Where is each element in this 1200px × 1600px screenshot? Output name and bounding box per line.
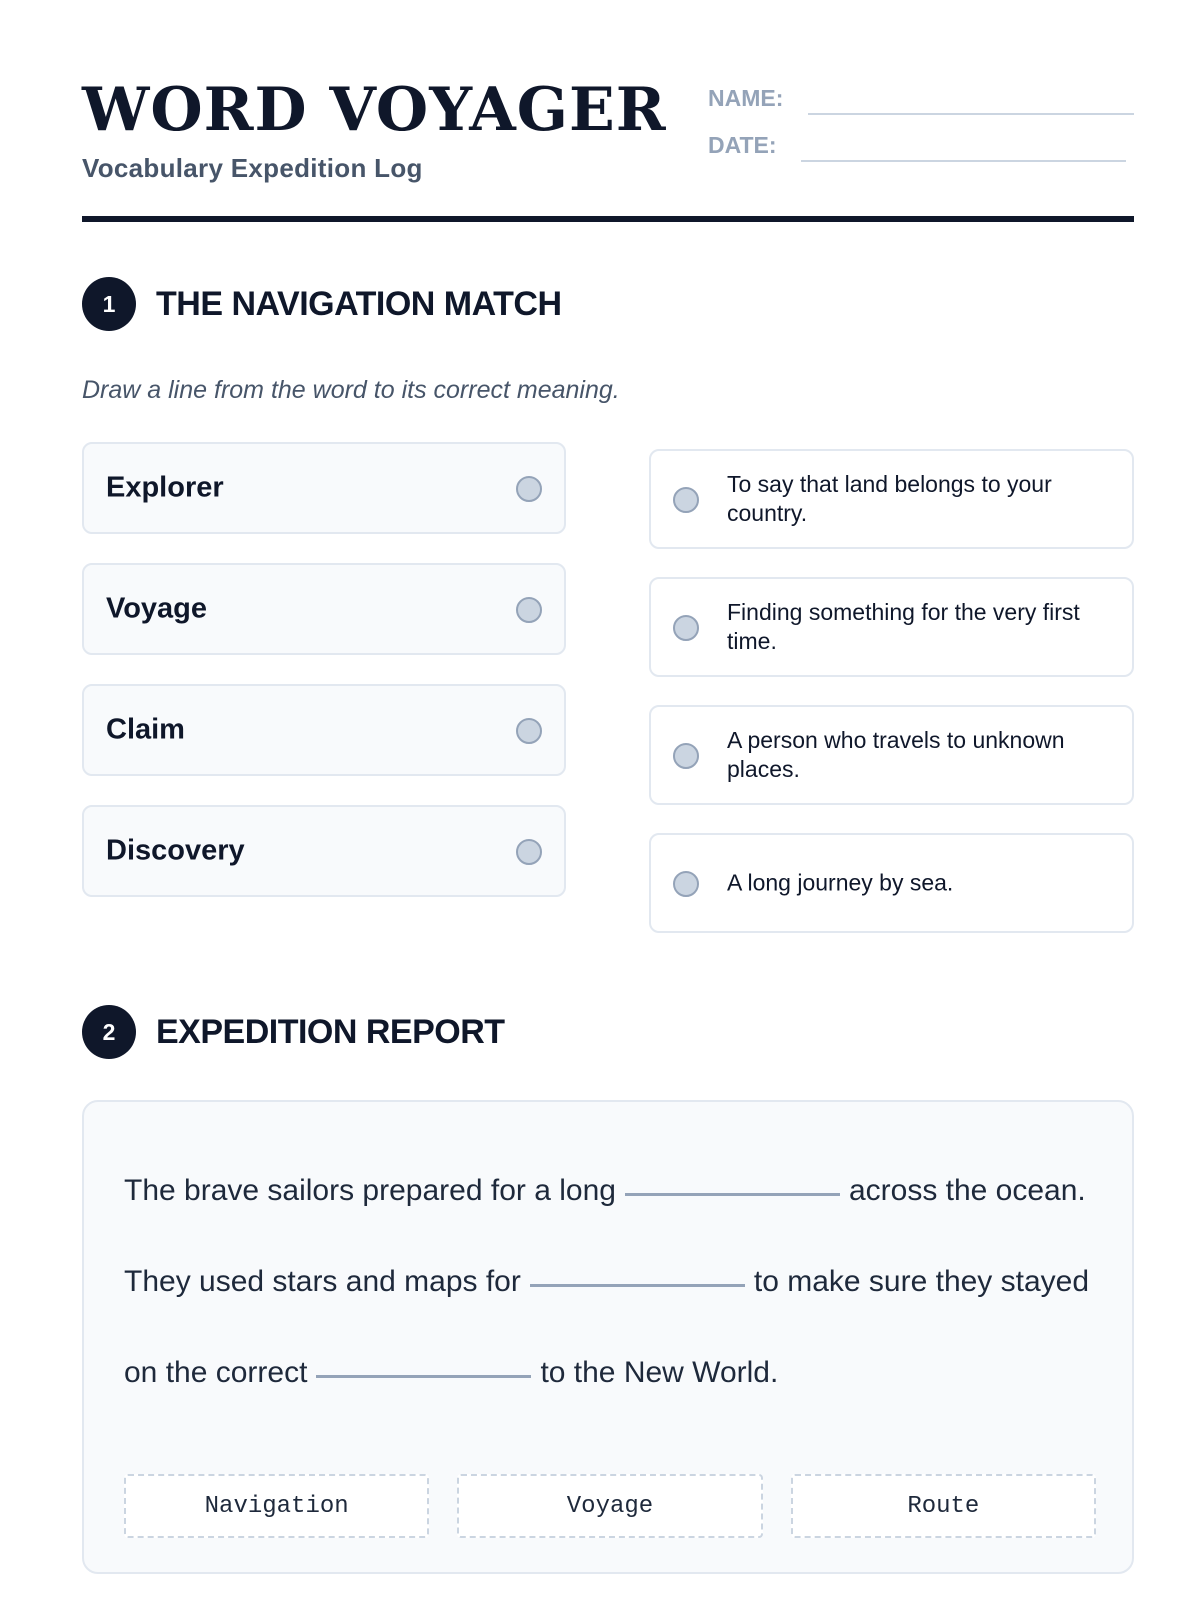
- word-card-discovery[interactable]: [82, 805, 566, 897]
- word-label: Voyage: [106, 592, 208, 625]
- report-line-3: [124, 1356, 778, 1390]
- report-text: They used stars and maps for: [124, 1265, 521, 1298]
- definition-card-2[interactable]: [649, 577, 1134, 677]
- word-card-claim[interactable]: [82, 684, 566, 776]
- header-divider: [82, 216, 1134, 222]
- section-1-heading: [82, 277, 982, 331]
- match-dot[interactable]: [673, 615, 699, 641]
- date-write-line[interactable]: [801, 160, 1126, 162]
- name-write-line[interactable]: [808, 113, 1134, 115]
- date-field[interactable]: [708, 130, 1134, 166]
- worksheet-header: [82, 75, 1134, 222]
- fill-in-blank[interactable]: [625, 1193, 840, 1196]
- definition-card-4[interactable]: [649, 833, 1134, 933]
- report-text: The brave sailors prepared for a long: [124, 1174, 616, 1207]
- section-2-title: EXPEDITION REPORT: [156, 1013, 505, 1051]
- word-bank-chip[interactable]: Voyage: [457, 1474, 762, 1538]
- definition-text: A person who travels to unknown places.: [727, 727, 1065, 782]
- fill-in-blank[interactable]: [530, 1284, 745, 1287]
- report-text: to make sure they stayed: [753, 1265, 1090, 1298]
- report-text: on the correct: [124, 1356, 308, 1389]
- report-line-1: [124, 1174, 1086, 1208]
- section-1-title: THE NAVIGATION MATCH: [156, 285, 562, 323]
- report-line-2: [124, 1265, 1089, 1299]
- match-dot[interactable]: [516, 718, 542, 744]
- report-text: across the ocean.: [848, 1174, 1086, 1207]
- definition-text: Finding something for the very first time.: [727, 599, 1080, 654]
- definition-text: A long journey by sea.: [727, 869, 954, 896]
- word-label: Discovery: [106, 834, 245, 867]
- word-card-explorer[interactable]: [82, 442, 566, 534]
- word-bank-chip[interactable]: Route: [791, 1474, 1096, 1538]
- section-2-heading: [82, 1005, 982, 1059]
- word-label: Claim: [106, 713, 185, 746]
- expedition-report-box: [82, 1100, 1134, 1574]
- match-dot[interactable]: [516, 839, 542, 865]
- match-dot[interactable]: [673, 871, 699, 897]
- definition-card-1[interactable]: [649, 449, 1134, 549]
- word-label: Explorer: [106, 471, 224, 504]
- word-bank: [124, 1474, 1096, 1538]
- word-bank-chip[interactable]: Navigation: [124, 1474, 429, 1538]
- name-field[interactable]: [708, 83, 1134, 119]
- definition-card-3[interactable]: [649, 705, 1134, 805]
- worksheet-subtitle: Vocabulary Expedition Log: [82, 153, 423, 183]
- match-dot[interactable]: [516, 476, 542, 502]
- match-dot[interactable]: [673, 743, 699, 769]
- matching-instruction: Draw a line from the word to its correct meaning.: [82, 376, 620, 404]
- worksheet-title: WORD VOYAGER: [82, 75, 667, 145]
- match-dot[interactable]: [673, 487, 699, 513]
- word-card-voyage[interactable]: [82, 563, 566, 655]
- fill-in-blank[interactable]: [316, 1375, 531, 1378]
- date-label: DATE:: [708, 132, 777, 158]
- section-2-number-badge: 2: [82, 1005, 136, 1059]
- definition-text: To say that land belongs to your country.: [727, 471, 1052, 526]
- match-dot[interactable]: [516, 597, 542, 623]
- report-text: to the New World.: [540, 1356, 779, 1389]
- section-1-number-badge: 1: [82, 277, 136, 331]
- name-label: NAME:: [708, 85, 784, 111]
